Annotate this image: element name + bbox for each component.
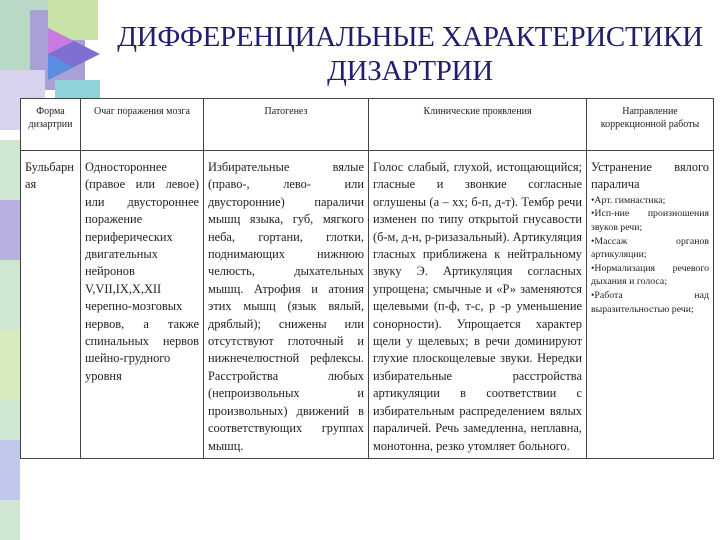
title-line-1: ДИФФЕРЕНЦИАЛЬНЫЕ ХАРАКТЕРИСТИКИ bbox=[117, 21, 703, 53]
cell-clinical: Голос слабый, глухой, истощающийся; гласные и звонкие согласные оглушены (а – хх; б-п, д-т). Тембр речи изменен по типу открытой гнусавости (б-м, д-н, р-ризазальный). Артикуляция гласных приближена к нейтральному звуку Э. Артикуляция согласных упрощена; смычные и «Р» заменяются щелевыми (п-ф, т-с, р -р уменьшение сонорности). Упрощается характер щели у щелевых; в речи доминируют глухие плоскощелевые звуки. Нередки избирательные расстройства артикуляции в соответствии с избирательным распределением вялых параличей. Речь замедленна, неплавна, монотонна, резко утомляет больного. bbox=[369, 151, 587, 459]
page-title bbox=[110, 20, 710, 88]
direction-item: •Исп-ние произношения звуков речи; bbox=[591, 208, 709, 233]
header-lesion: Очаг поражения мозга bbox=[81, 99, 204, 151]
header-form: Форма дизартрии bbox=[21, 99, 81, 151]
header-direction: Направление коррекционной работы bbox=[587, 99, 714, 151]
table-header-row bbox=[21, 99, 714, 151]
triangle-logo-icon bbox=[44, 24, 104, 84]
cell-pathogenesis: Избирательные вялые (право-, лево- или двусторонние) параличи мышц языка, губ, мягкого неба, гортани, глотки, поднимающих нижнюю челюсть, дыхательных мышц. Атрофия и атония этих мышц (язык вялый, дряблый); снижены или отсутствуют глоточный и нижнечелюстной рефлексы. Расстройства любых (непроизвольных и произвольных) движений в соответствующих группах мышц. bbox=[204, 151, 369, 459]
direction-item: •Нормализация речевого дыхания и голоса; bbox=[591, 262, 709, 288]
dysarthria-table bbox=[20, 98, 714, 459]
header-pathogenesis: Патогенез bbox=[204, 99, 369, 151]
header-clinical: Клинические проявления bbox=[369, 99, 587, 151]
cell-form: Бульбарная bbox=[21, 151, 81, 459]
cell-direction bbox=[587, 151, 714, 459]
deco-square bbox=[0, 200, 20, 260]
table-row bbox=[21, 151, 714, 459]
cell-lesion: Одностороннее (правое или левое) или двустороннее поражение периферических двигательных нейронов V,VII,IX,X,XII черепно-мозговых нервов, а также спинальных нервов шейно-грудного уровня bbox=[81, 151, 204, 459]
direction-intro: Устранение вялого паралича bbox=[591, 160, 709, 192]
direction-item: •Арт. гимнастика; bbox=[591, 194, 666, 206]
deco-square bbox=[0, 440, 20, 500]
direction-item: •Массаж органов артикуляции; bbox=[591, 235, 709, 261]
direction-item: •Работа над выразительностью речи; bbox=[591, 289, 709, 315]
title-line-2: ДИЗАРТРИИ bbox=[327, 55, 493, 87]
deco-square bbox=[0, 330, 20, 400]
